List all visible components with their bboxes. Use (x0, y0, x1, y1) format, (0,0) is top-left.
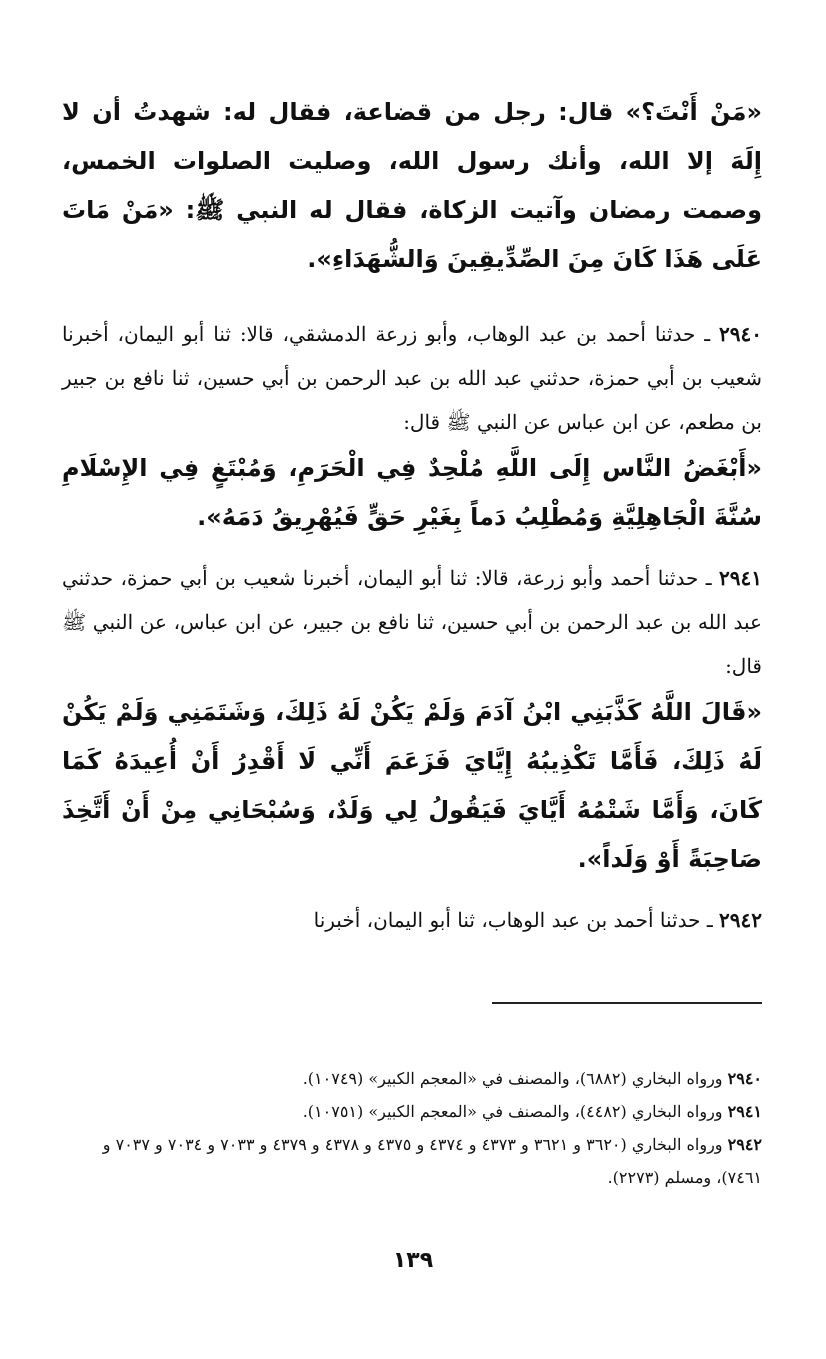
spacer (62, 542, 762, 556)
isnad-text: ـ حدثنا أحمد بن عبد الوهاب، وأبو زرعة الدمشقي، قالا: ثنا أبو اليمان، أخبرنا شعيب بن أبي حمزة، حدثني عبد الله بن عبد الرحمن بن أبي حسين، ثنا نافع بن جبير بن مطعم، عن ابن عباس عن النبي ﷺ قال: (62, 322, 762, 434)
footnote-item (62, 1128, 762, 1194)
footnote-number: ٢٩٤٢ (727, 1135, 762, 1154)
paragraph-continuation: «مَنْ أَنْتَ؟» قال: رجل من قضاعة، فقال له: شهدتُ أن لا إِلَهَ إلا الله، وأنك رسول الله، وصليت الصلوات الخمس، وصمت رمضان وآتيت الزكاة، فقال له النبي ﷺ: «مَنْ مَاتَ عَلَى هَذَا كَانَ مِنَ الصِّدِّيقِينَ وَالشُّهَدَاءِ». (62, 98, 762, 273)
hadith-2941-isnad (62, 556, 762, 688)
hadith-2942-isnad (62, 898, 762, 942)
hadith-number: ٢٩٤٢ (719, 908, 762, 932)
page-body (62, 88, 762, 942)
footnote-item (62, 1062, 762, 1095)
spacer (62, 284, 762, 312)
isnad-text: ـ حدثنا أحمد بن عبد الوهاب، ثنا أبو اليمان، أخبرنا (313, 908, 713, 932)
footnote-text: ورواه البخاري (٣٦٢٠ و ٣٦٢١ و ٤٣٧٣ و ٤٣٧٤ و ٤٣٧٥ و ٤٣٧٨ و ٤٣٧٩ و ٧٠٣٣ و ٧٠٣٤ و ٧٠٣٧ و ٧٤٦١)، ومسلم (٢٢٧٣). (102, 1135, 762, 1187)
page-number: ١٣٩ (392, 1248, 434, 1273)
hadith-number: ٢٩٤٠ (719, 322, 763, 346)
footnote-divider (492, 1002, 762, 1004)
footnote-number: ٢٩٤١ (727, 1102, 762, 1121)
hadith-number: ٢٩٤١ (719, 566, 762, 590)
footnote-item (62, 1095, 762, 1128)
isnad-text: ـ حدثنا أحمد وأبو زرعة، قالا: ثنا أبو اليمان، أخبرنا شعيب بن أبي حمزة، حدثني عبد الله بن عبد الرحمن بن أبي حسين، ثنا نافع بن جبير، عن ابن عباس، عن النبي ﷺ قال: (62, 566, 762, 678)
footnote-text: ورواه البخاري (٦٨٨٢)، والمصنف في «المعجم الكبير» (١٠٧٤٩). (302, 1069, 723, 1088)
spacer (62, 884, 762, 898)
footnote-number: ٢٩٤٠ (727, 1069, 762, 1088)
hadith-2941-matn: «قَالَ اللَّهُ كَذَّبَنِي ابْنُ آدَمَ وَلَمْ يَكُنْ لَهُ ذَلِكَ، وَشَتَمَنِي وَلَمْ يَكُنْ لَهُ ذَلِكَ، فَأَمَّا تَكْذِيبُهُ إِيَّايَ فَزَعَمَ أَنِّي لَا أَقْدِرُ أَنْ أُعِيدَهُ كَمَا كَانَ، وَأَمَّا شَتْمُهُ أَيَّايَ فَيَقُولُ لِي وَلَدٌ، وَسُبْحَانِي مِنْ أَنْ أَتَّخِذَ صَاحِبَةً أَوْ وَلَداً». (62, 698, 762, 873)
footnote-text: ورواه البخاري (٤٤٨٢)، والمصنف في «المعجم الكبير» (١٠٧٥١). (302, 1102, 723, 1121)
hadith-2940-isnad (62, 312, 762, 444)
footnotes (62, 1062, 762, 1194)
hadith-2940-matn: «أَبْغَضُ النَّاس إِلَى اللَّهِ مُلْحِدٌ فِي الْحَرَمِ، وَمُبْتَغٍ فِي الإِسْلَامِ سُنَّةَ الْجَاهِلِيَّةِ وَمُطْلِبُ دَماً بِغَيْرِ حَقٍّ فَيُهْرِيقُ دَمَهُ». (62, 454, 762, 531)
